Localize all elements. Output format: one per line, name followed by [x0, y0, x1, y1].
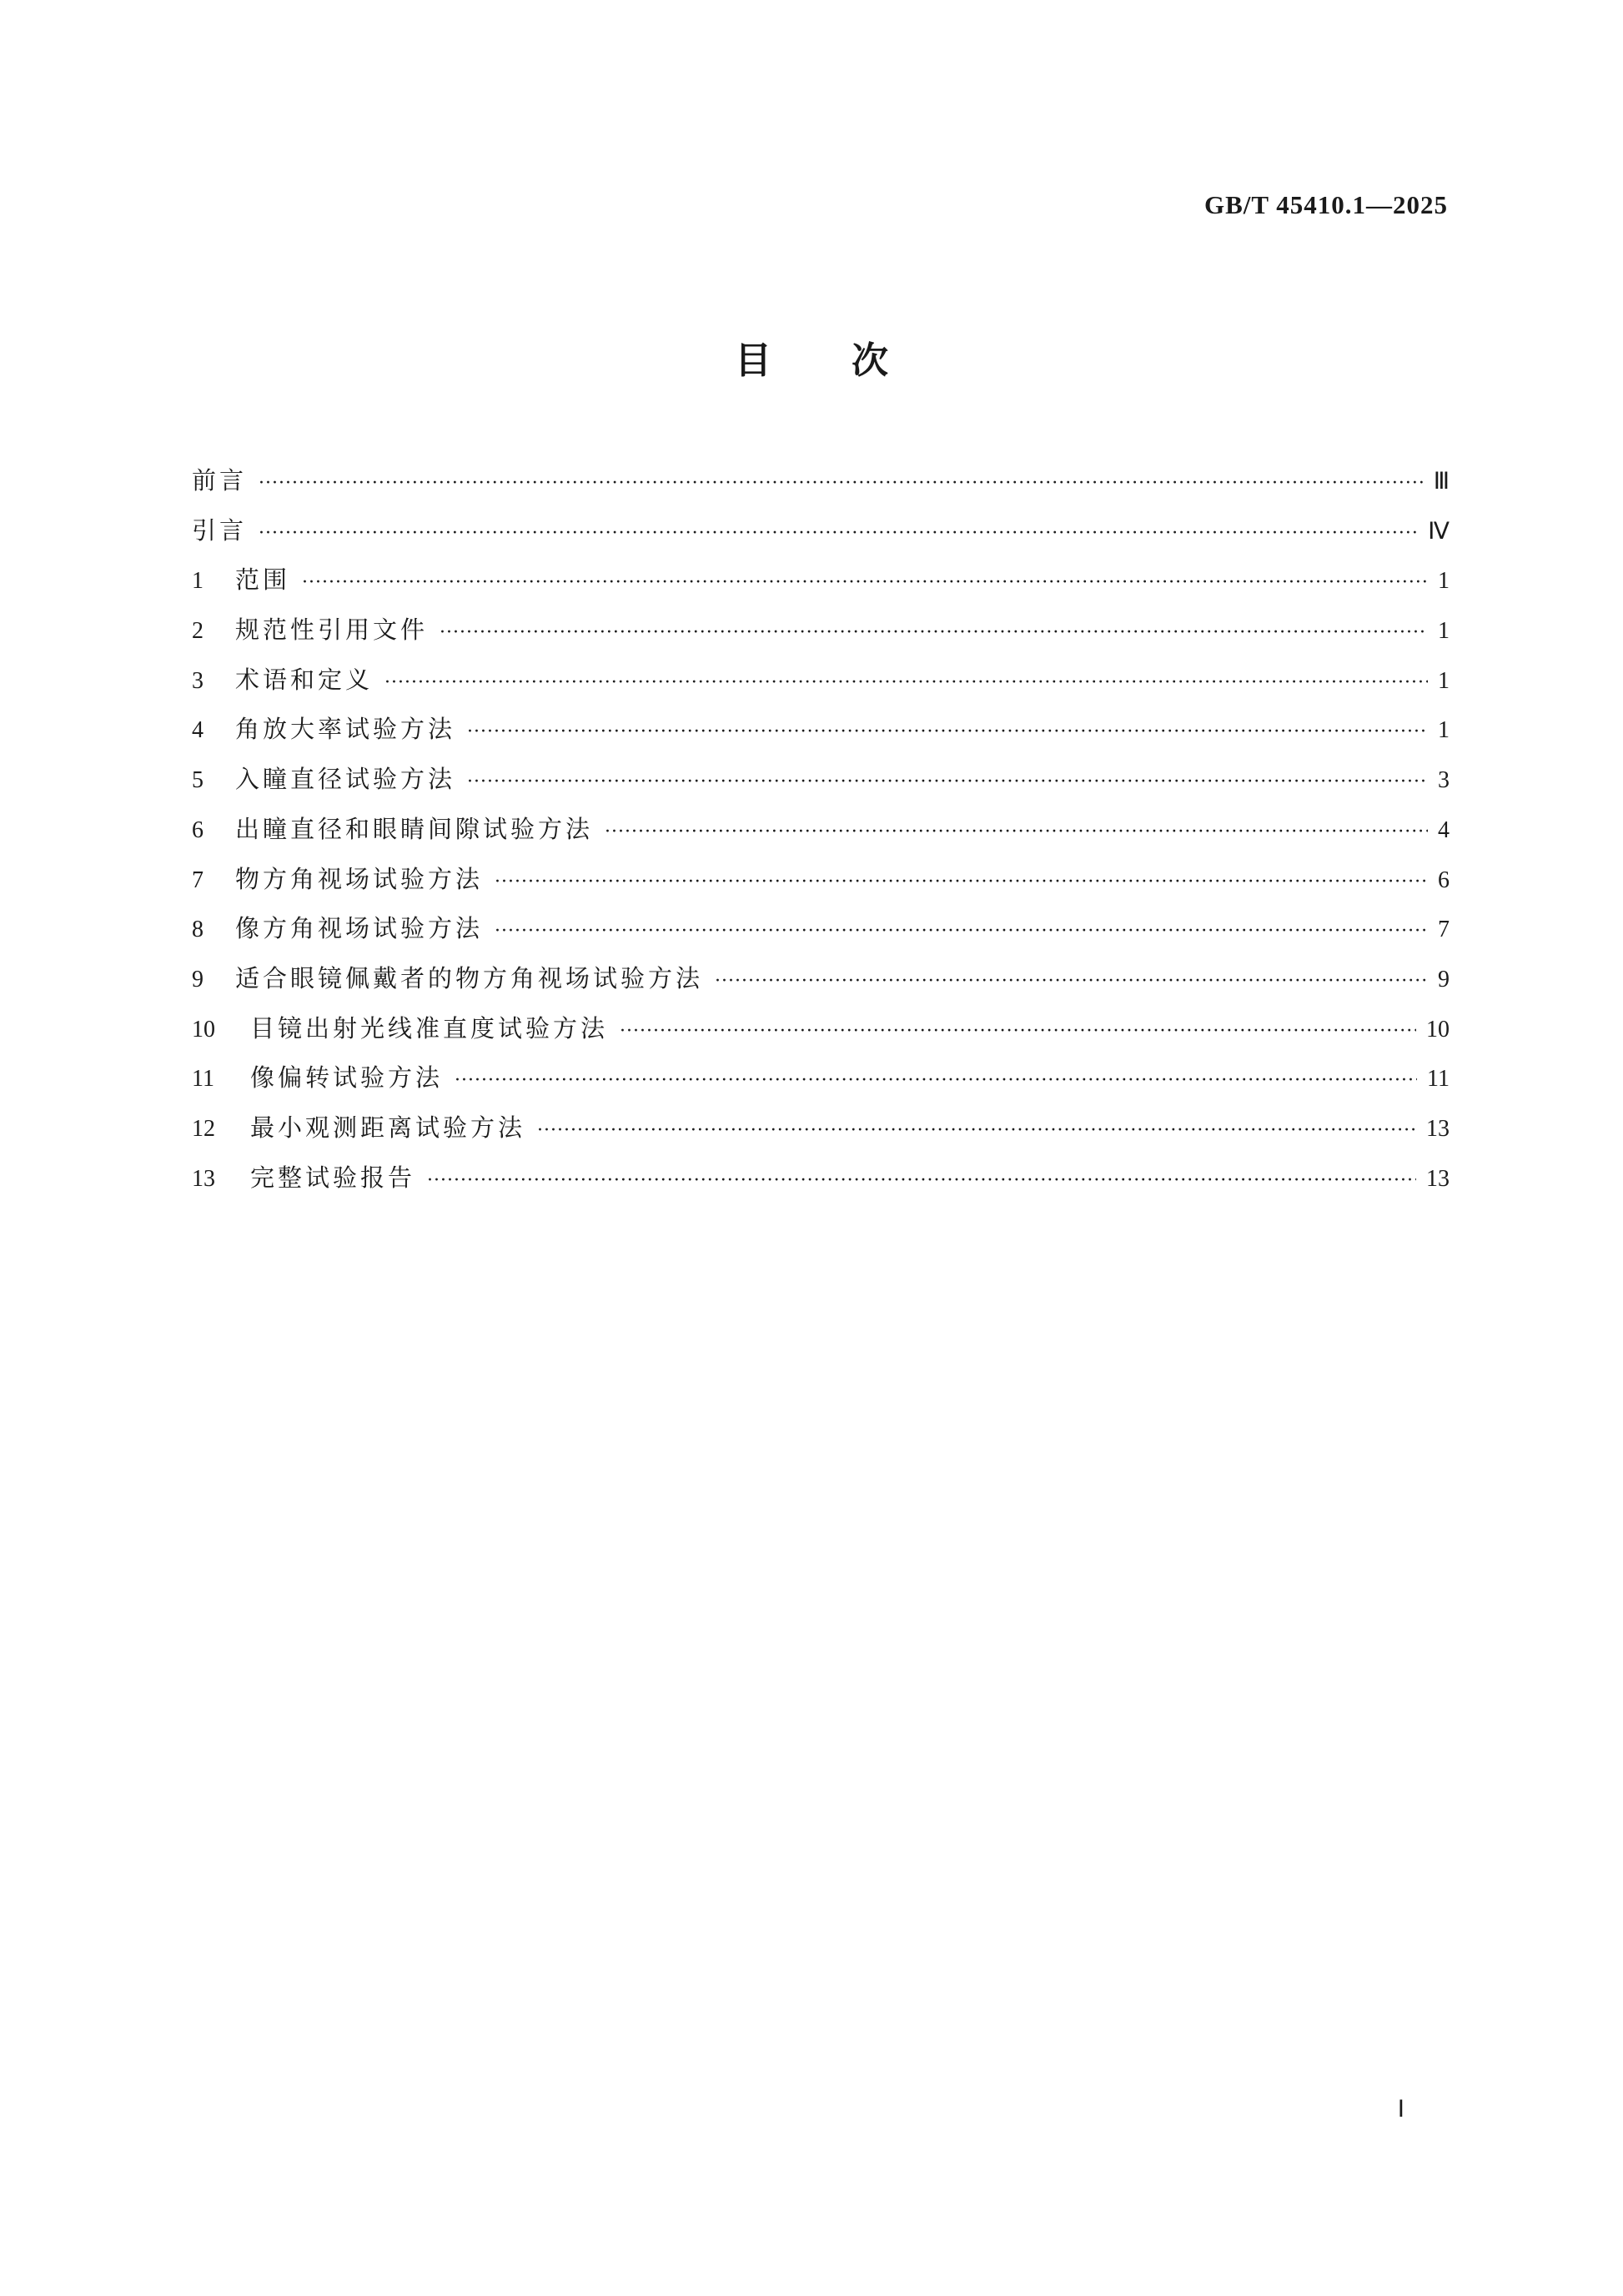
toc-entry-8[interactable]	[192, 912, 1450, 962]
dot-leader	[605, 816, 1428, 849]
toc-entry-9[interactable]	[192, 962, 1450, 1012]
toc-entry-title: 适合眼镜佩戴者的物方角视场试验方法	[235, 963, 704, 992]
dot-leader	[440, 616, 1428, 650]
dot-leader	[384, 666, 1428, 700]
toc-section-number: 3	[192, 667, 204, 694]
toc-entry-foreword[interactable]	[192, 464, 1450, 514]
toc-section-number: 5	[192, 767, 204, 794]
toc-section-number: 12	[192, 1115, 215, 1142]
toc-entry-title: 出瞳直径和眼睛间隙试验方法	[235, 814, 594, 843]
toc-section-number: 7	[192, 867, 204, 893]
toc-page-number: 11	[1427, 1066, 1450, 1093]
toc-section-number: 4	[192, 717, 204, 744]
toc-entry-title: 术语和定义	[235, 665, 374, 694]
toc-page-number: 1	[1438, 618, 1450, 645]
dot-leader	[495, 866, 1428, 899]
toc-page-number: Ⅳ	[1428, 518, 1450, 545]
toc-section-number: 1	[192, 568, 204, 595]
page-title: 目次	[735, 339, 968, 382]
toc-entry-title: 最小观测距离试验方法	[250, 1113, 526, 1142]
toc-entry-title: 角放大率试验方法	[235, 715, 456, 744]
toc-section-number: 9	[192, 966, 204, 992]
toc-entry-introduction[interactable]	[192, 514, 1450, 564]
toc-section-number: 6	[192, 816, 204, 843]
dot-leader	[259, 517, 1418, 550]
toc-entry-title: 物方角视场试验方法	[235, 864, 484, 893]
toc-page-number: 1	[1438, 667, 1450, 694]
toc-page-number: 1	[1438, 568, 1450, 595]
toc-entry-title: 像偏转试验方法	[250, 1063, 444, 1093]
toc-entry-11[interactable]	[192, 1061, 1450, 1111]
toc-entry-title: 目镜出射光线准直度试验方法	[250, 1013, 609, 1042]
toc-page-number: 9	[1438, 966, 1450, 992]
toc-page-number: 13	[1426, 1115, 1450, 1142]
dot-leader	[259, 467, 1424, 500]
dot-leader	[620, 1015, 1416, 1048]
dot-leader	[715, 965, 1428, 998]
toc-entry-2[interactable]	[192, 613, 1450, 663]
toc-entry-title: 引言	[192, 515, 248, 545]
toc-entry-title: 完整试验报告	[250, 1163, 416, 1192]
page-number: Ⅰ	[1397, 2097, 1404, 2123]
toc-page-number: 1	[1438, 717, 1450, 744]
toc-section-number: 10	[192, 1016, 215, 1042]
toc-entry-title: 前言	[192, 466, 248, 495]
toc-entry-title: 范围	[235, 565, 291, 595]
dot-leader	[537, 1114, 1416, 1148]
toc-page-number: 13	[1426, 1165, 1450, 1192]
table-of-contents	[192, 464, 1450, 1210]
dot-leader	[427, 1164, 1416, 1198]
toc-entry-4[interactable]	[192, 712, 1450, 762]
toc-entry-12[interactable]	[192, 1111, 1450, 1161]
toc-entry-title: 规范性引用文件	[235, 615, 429, 645]
dot-leader	[455, 1064, 1417, 1098]
toc-entry-1[interactable]	[192, 563, 1450, 613]
dot-leader	[302, 566, 1428, 600]
toc-section-number: 13	[192, 1165, 215, 1192]
toc-entry-title: 像方角视场试验方法	[235, 914, 484, 943]
toc-page-number: 4	[1438, 816, 1450, 843]
toc-entry-3[interactable]	[192, 663, 1450, 713]
toc-page-number: Ⅲ	[1433, 469, 1450, 495]
toc-section-number: 8	[192, 917, 204, 943]
toc-section-number: 11	[192, 1066, 214, 1093]
toc-entry-5[interactable]	[192, 762, 1450, 812]
toc-entry-7[interactable]	[192, 862, 1450, 912]
toc-entry-10[interactable]	[192, 1012, 1450, 1062]
standard-number: GB/T 45410.1—2025	[1203, 190, 1448, 219]
dot-leader	[495, 915, 1428, 948]
toc-entry-6[interactable]	[192, 812, 1450, 862]
toc-page-number: 3	[1438, 767, 1450, 794]
toc-page-number: 10	[1426, 1016, 1450, 1042]
toc-section-number: 2	[192, 618, 204, 645]
dot-leader	[467, 716, 1428, 749]
dot-leader	[467, 766, 1428, 799]
toc-page-number: 7	[1438, 917, 1450, 943]
toc-page-number: 6	[1438, 867, 1450, 893]
toc-entry-title: 入瞳直径试验方法	[235, 765, 456, 794]
toc-entry-13[interactable]	[192, 1161, 1450, 1211]
